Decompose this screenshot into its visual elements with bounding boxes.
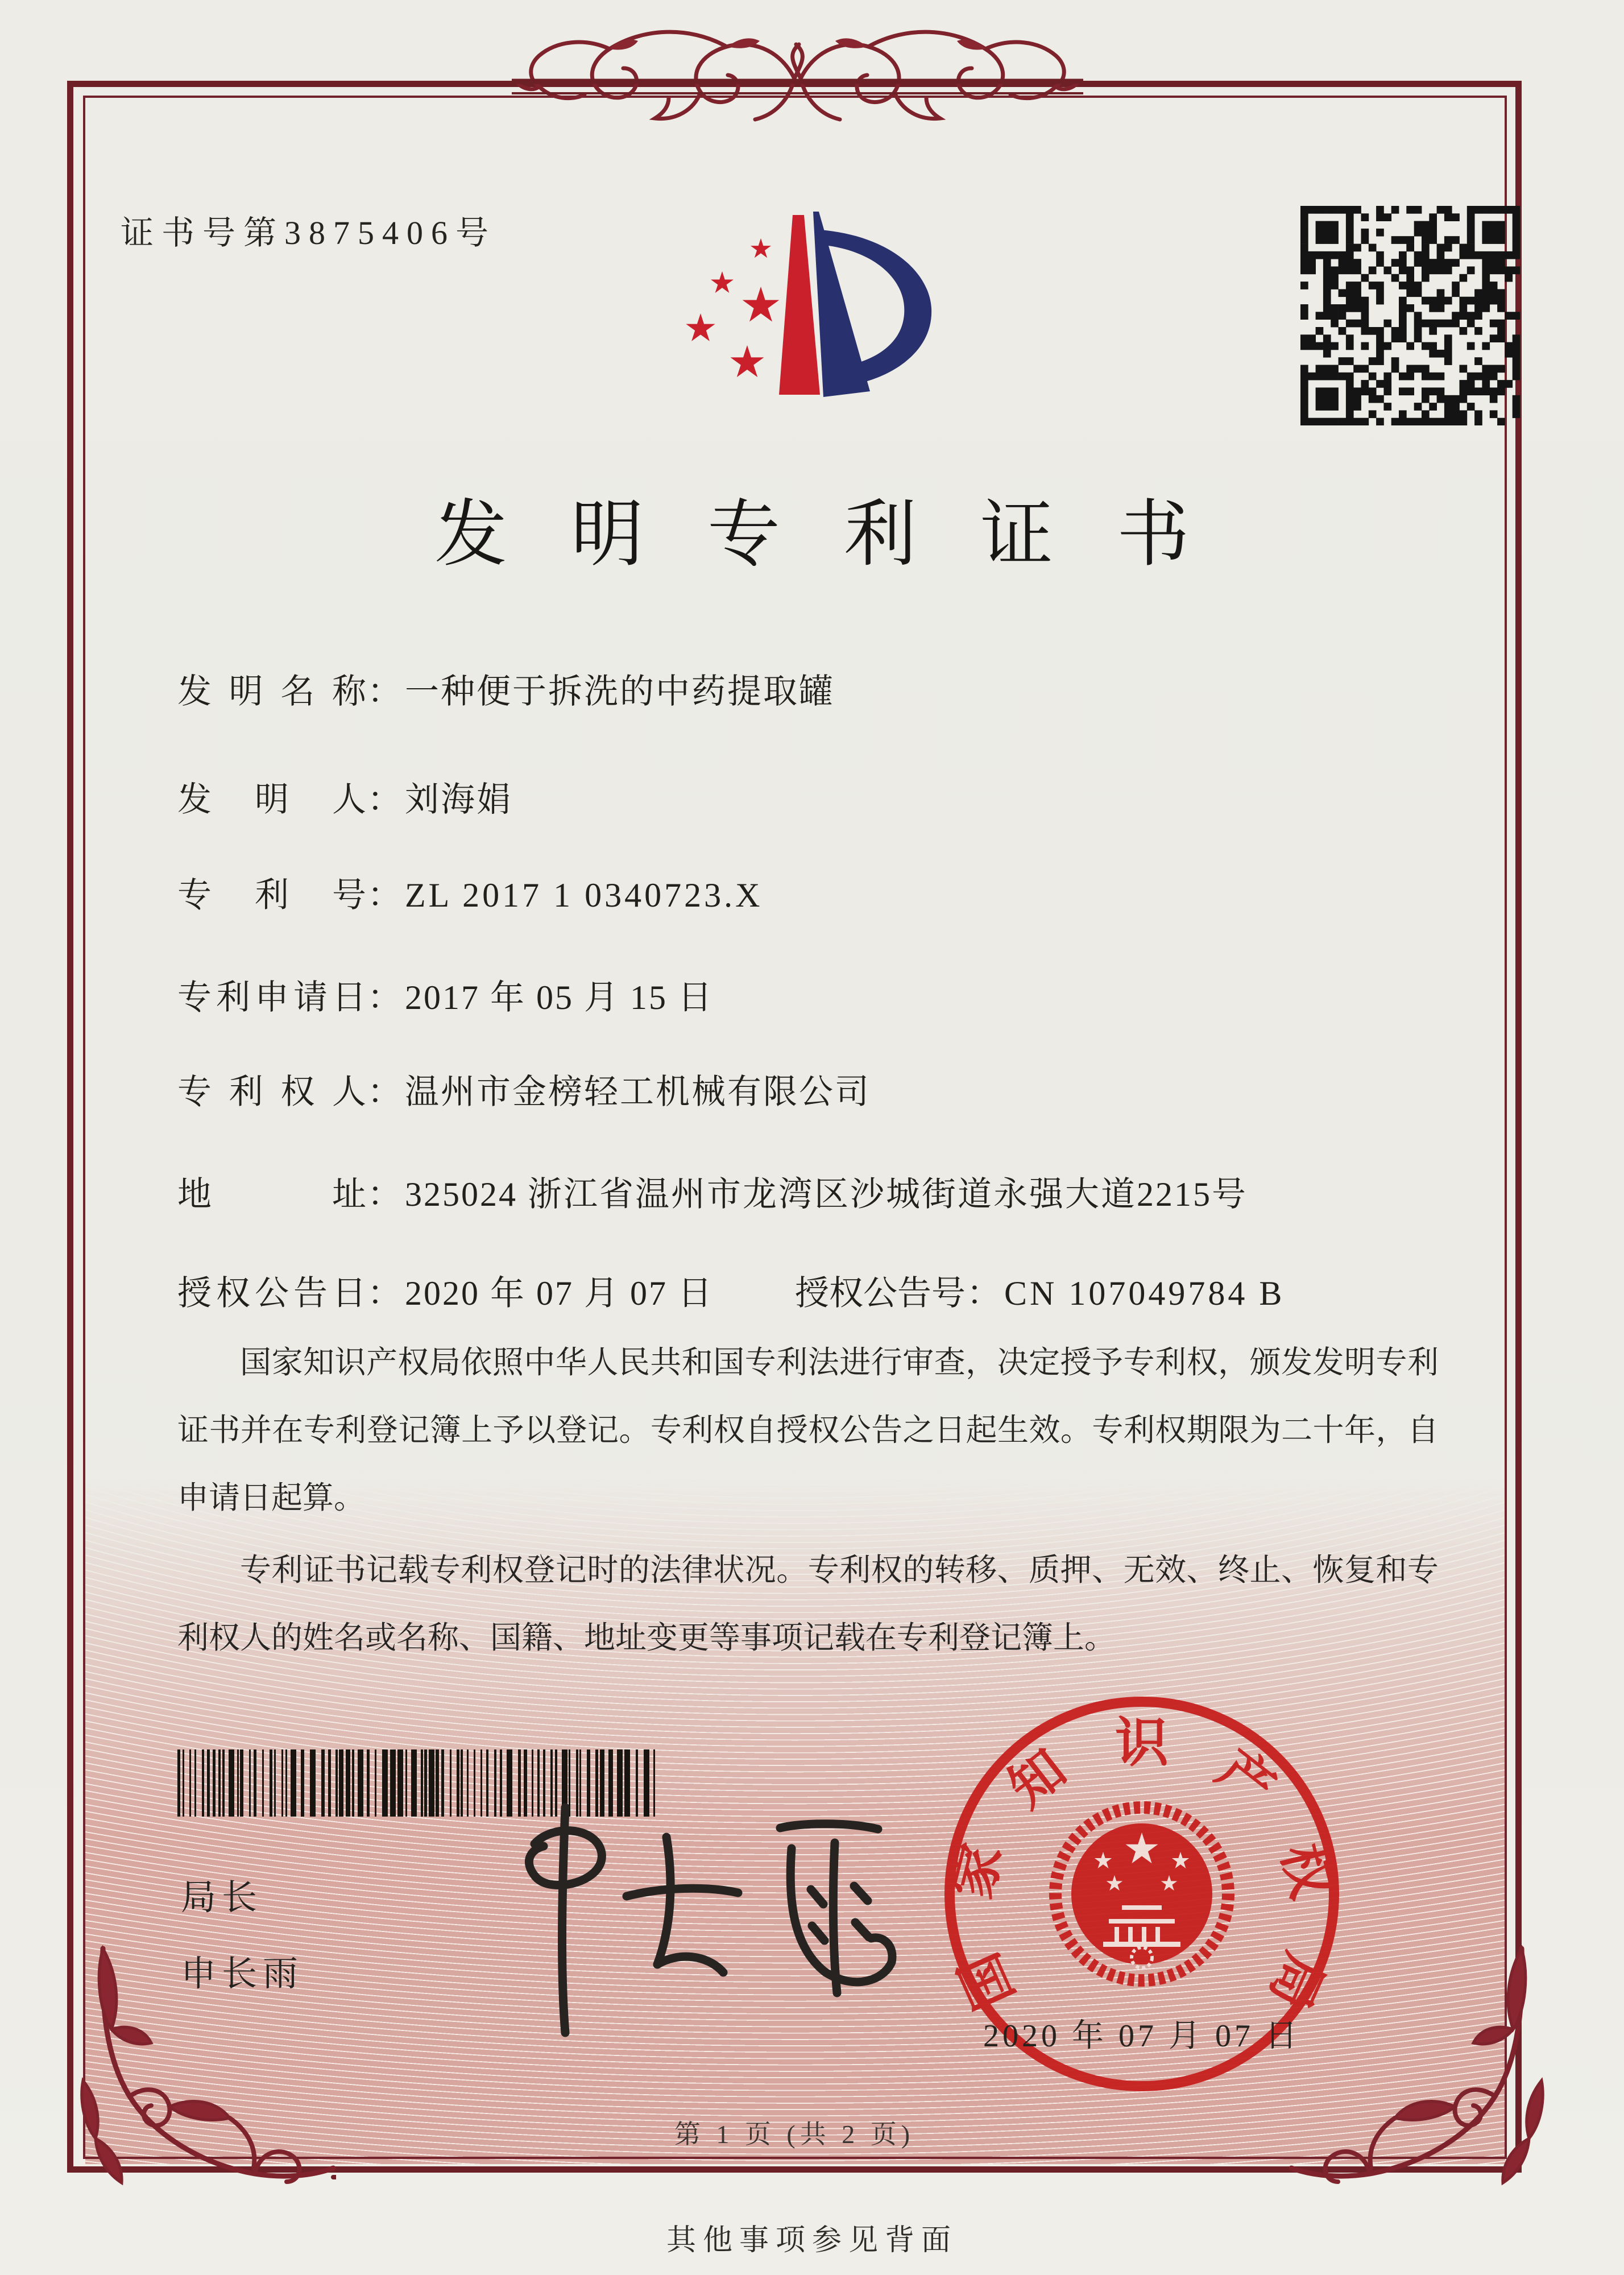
field-value: ZL 2017 1 0340723.X [405, 876, 763, 914]
field-label: 地址 [177, 1176, 366, 1213]
qr-code [1300, 206, 1520, 425]
field-address: 地址： 325024 浙江省温州市龙湾区沙城街道永强大道2215号 [177, 1167, 1248, 1216]
commissioner-signature-icon [484, 1776, 928, 2049]
svg-text:产: 产 [1206, 1739, 1285, 1819]
field-value: CN 107049784 B [1004, 1275, 1285, 1312]
certificate-number: 证书号第3875406号 [121, 214, 497, 251]
field-label: 专利号 [177, 876, 366, 914]
cnipa-logo-icon [649, 185, 951, 431]
field-value: 325024 浙江省温州市龙湾区沙城街道永强大道2215号 [405, 1176, 1248, 1213]
svg-text:知: 知 [999, 1739, 1078, 1819]
svg-text:国: 国 [950, 1944, 1026, 2017]
page-title: 发明专利证书 [434, 494, 1253, 575]
field-label: 发明名称 [177, 673, 366, 710]
svg-text:识: 识 [1115, 1714, 1169, 1773]
field-label: 发明人 [177, 781, 366, 818]
field-patent-number: 专利号： ZL 2017 1 0340723.X [177, 868, 763, 917]
field-inventor: 发明人： 刘海娟 [177, 772, 512, 821]
official-seal [926, 1678, 1359, 2111]
page-indicator: 第 1 页 (共 2 页) [674, 2120, 915, 2149]
field-grant-number: 授权公告号： CN 107049784 B [795, 1275, 1285, 1312]
field-label: 专利权人 [177, 1073, 366, 1111]
field-invention-name: 发明名称： 一种便于拆洗的中药提取罐 [177, 664, 835, 713]
field-value: 温州市金榜轻工机械有限公司 [405, 1073, 871, 1111]
field-value: 2020 年 07 月 07 日 [405, 1275, 714, 1312]
legal-paragraph-1: 国家知识产权局依照中华人民共和国专利法进行审查，决定授予专利权，颁发发明专利证书并在专利登记簿上予以登记。专利权自授权公告之日起生效。专利权期限为二十年，自申请日起算。 [177, 1345, 1439, 1515]
top-dragon-ornament-icon [512, 15, 1083, 134]
field-value: 刘海娟 [405, 781, 512, 818]
field-filing-date: 专利申请日： 2017 年 05 月 15 日 [177, 970, 714, 1019]
field-label: 授权公告日 [177, 1275, 366, 1312]
field-value: 2017 年 05 月 15 日 [405, 979, 714, 1016]
field-label: 授权公告号 [795, 1275, 966, 1312]
svg-text:局: 局 [1258, 1944, 1334, 2017]
commissioner-title: 局长 [181, 1879, 263, 1917]
field-grant-row: 授权公告日： 2020 年 07 月 07 日 授权公告号： CN 107049784 B [177, 1266, 1285, 1315]
seal-date: 2020 年 07 月 07 日 [983, 2018, 1300, 2054]
svg-text:权: 权 [1270, 1838, 1341, 1905]
legal-text [177, 1329, 1439, 1672]
svg-text:家: 家 [942, 1838, 1013, 1905]
field-patentee: 专利权人： 温州市金榜轻工机械有限公司 [177, 1065, 871, 1114]
commissioner-name: 申长雨 [181, 1955, 304, 1993]
field-value: 一种便于拆洗的中药提取罐 [405, 673, 835, 710]
field-label: 专利申请日 [177, 979, 366, 1016]
back-note: 其他事项参见背面 [666, 2224, 958, 2257]
legal-paragraph-2: 专利证书记载专利权登记时的法律状况。专利权的转移、质押、无效、终止、恢复和专利权人的姓名或名称、国籍、地址变更等事项记载在专利登记簿上。 [177, 1553, 1439, 1655]
